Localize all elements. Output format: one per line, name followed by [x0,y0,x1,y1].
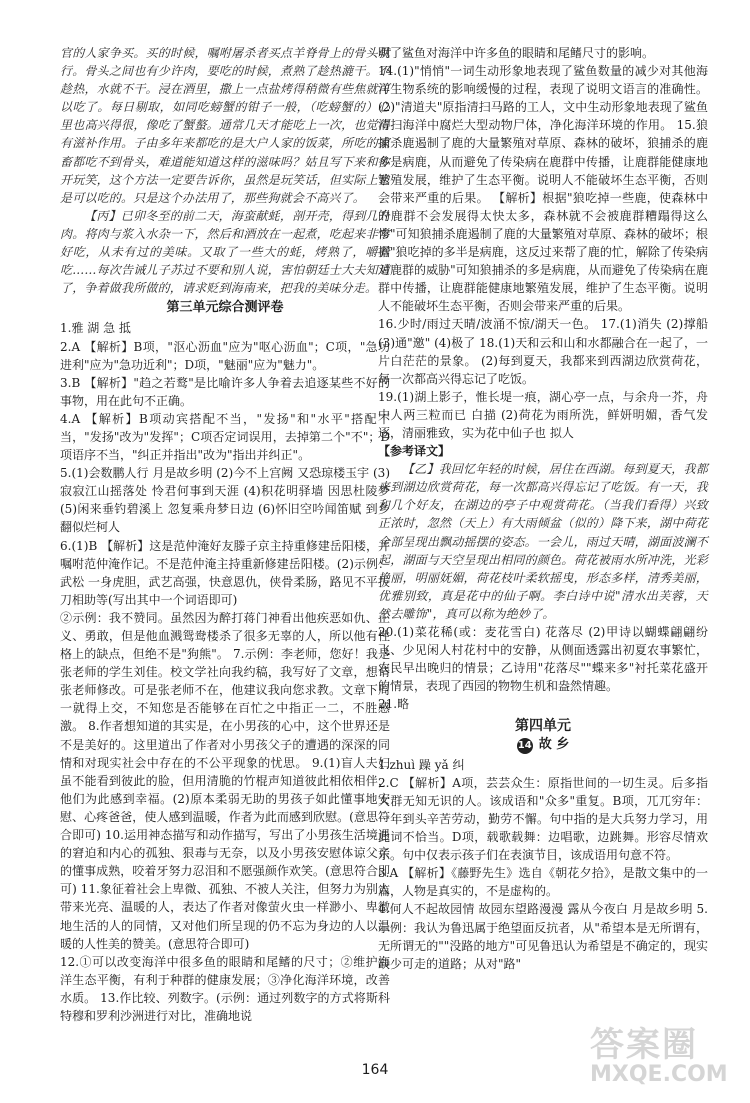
answer-item: 明了鲨鱼对海洋中许多鱼的眼睛和尾鳍尺寸的影响。 [378,46,655,60]
answer-item: 1.雅 湖 急 抵 [60,321,131,336]
translation-paragraph: 【乙】我回忆年轻的时候，居住在西湖。每到夏天，我都来到湖边欣赏荷花，每一次都高兴得忘记了吃饭。有一天，我和几个好友，在湖边的亭子中观赏荷花。（当我们看得）兴致正浓时，忽然（天上）有大雨倾盆（似的）降下来，湖中荷花全部呈现出飘动摇摆的姿态。一会儿，雨过天晴，湖面波澜不起，湖面与天空呈现出相同的颜色。荷花被雨水所冲洗，光彩艳丽，明丽妩媚，荷花枝叶柔软摇曳，形态多样，清秀美丽，优雅别致，真是花中的仙子啊。李白诗中说"清水出芙蓉，天然去雕饰"，真可以称为绝妙了。 [378,462,708,621]
right-column [378,44,708,973]
answer-item: 3.B 【解析】"趋之若鹜"是比喻许多人争着去追逐某些不好的事物，用在此句不正确。 [60,375,390,408]
lesson-heading [378,736,708,754]
lesson-number-badge: 14 [517,738,533,754]
answer-item: 5.(1)会数鹏人行 月是故乡明 (2)今不上宫阙 又恐琼楼玉宇 (3)寂寂江山摇落处 怜君何事到天涯 (4)积花明驿墙 因思杜陵梦 (5)闲来垂钓碧溪上 忽复乘舟梦日边 (6)怀旧空吟闻笛赋 到乡翻似烂柯人 [60,466,390,535]
unit3-title: 第三单元综合测评卷 [166,300,284,316]
answer-item: 4.A 【解析】B项动宾搭配不当，"发扬"和"水平"搭配不当，"发扬"改为"发挥"；C项否定词误用，去掉第二个"不"；D项语序不当，"纠正并指出"改为"指出并纠正"。 [60,411,390,463]
page-number: 164 [361,1062,389,1078]
prev-story-paragraph: 【丙】已卯冬至的前二天，海蛮献蚝，剖开壳，得到几升肉。将肉与浆入水杂一下，然后和酒放在一起煮，吃起来非常好吃，从未有过的美味。又取了一些大的蚝，烤熟了，嚼着吃……每次告诫儿子苏过不要和别人说，害怕朝廷士大夫知道了，争着做我所做的，请求贬到海南来，把我的美味分走。 [60,208,390,296]
answer-item: 1.zhuì 躁 yǎ 纠 [378,757,465,772]
answer-item: 6.(1)B 【解析】这是范仲淹好友滕子京主持重修建岳阳楼，并嘱咐范仲淹作记。不是范仲淹主持重新修建岳阳楼。(2)示例：武松 一身虎胆，武艺高强，快意恩仇，侠骨柔肠，路见不平拔刀相助等(写出其中一个词语即可) [60,538,390,607]
lesson-title: 故 乡 [538,736,570,752]
answer-item: 4.何人不起故园情 故园东望路漫漫 露从今夜白 月是故乡明 5.示例：我认为鲁迅属于绝望面反抗者，从"希望本是无所谓有，无所谓无的""没路的地方"可见鲁迅认为希望是不确定的，现实缺少可走的道路；从对"路" [378,902,708,971]
answer-item: 19.(1)湖上影子，惟长堤一痕，湖心亭一点，与余舟一芥，舟中人两三粒而已 白描 (2)荷花为雨所洗，鲜妍明媚，香气发逐，清丽雅致，实为花中仙子也 拟人 [378,389,708,440]
answer-item: 2.C 【解析】A项，芸芸众生：原指世间的一切生灵。后多指大群无知无识的人。该成语和"众多"重复。B项，兀兀穷年：一年到头辛苦劳动，勤劳不懈。句中指的是大兵努力学习，用此词不恰当。D项，载歌载舞：边唱歌，边跳舞。形容尽情欢乐。句中仅表示孩子们在表演节目，该成语用句意不符。 [378,775,708,863]
watermark-top: 答案圈 [590,1025,698,1065]
translation-tag: 【参考译文】 [378,444,451,459]
answer-item: ②示例：我不赞同。虽然因为醉打蒋门神看出他疾恶如仇、正义、勇敢，但是他血溅鸳鸯楼杀了很多无辜的人，所以他有性格上的缺点，但绝不是"狗熊"。 7.示例：李老师，您好！我是张老师的学生刘佳。校文学社向我约稿，我写好了文章，想请张老师修改。可是张老师不在，他建议我向您求教。文章下周一就得上交，不知您是否能够在百忙之中指正一二，不胜感激。 8.作者想知道的其实是，在小男孩的心中，这个世界还是不是美好的。这里道出了作者对小男孩父子的遭遇的深深的同情和对现实社会中存在的不公平现象的忧思。 9.(1)盲人夫妇虽不能看到彼此的脸，但用清脆的竹棍声知道彼此相依相伴，他们为此感到幸福。(2)原本柔弱无助的男孩子如此懂事地安慰、心疼爸爸，使人感到温暖，作者为此而感到欣慰。(意思符合即可) 10.运用神态描写和动作描写，写出了小男孩生活境遇的窘迫和内心的孤独、狠毒与无奈，以及小男孩安慰体谅父亲的懂事成熟，咬着牙努力忍泪和不愿强颜作欢笑。(意思符合即可) 11.象征着社会上卑微、孤独、不被人关注，但努力为别人带来光亮、温暖的人，表达了作者对像萤火虫一样渺小、卑微地生活的人的同情，又对他们所呈现的仍不忘为身边的人以温暖的人性美的赞美。(意思符合即可) [60,610,390,951]
answer-item: 12.①可以改变海洋中很多鱼的眼睛和尾鳍的尺寸；②维护海洋生态平衡，有利于种群的健康发展；③净化海洋环境，改善水质。 13.作比较、列数字。(示例：通过列数字的方式将斯科特穆和罗利沙洲进行对比，准确地说 [60,954,390,1023]
answer-item: 3.A 【解析】《藤野先生》选自《朝花夕拾》，是散文集中的一篇，人物是真实的，不是虚构的。 [378,866,708,899]
prev-story-paragraph: 官的人家争买。买的时候，嘱咐屠杀者买点羊脊骨上的骨头就行。骨头之间也有少许肉，要吃的时候，煮熟了趁热漉干。不趁热，水就不干。浸在酒里，撒上一点盐烤得稍微有些焦就可以吃了。每日剔取，如同吃螃蟹的钳子一般，（吃螃蟹的）心里也高兴得很，像吃了蟹螯。通常几天才能吃上一次，也觉得有滋补作用。子由多年来都吃的是大户人家的饭菜，所吃的家畜都吃不到骨头，难道能知道这样的滋味吗？姑且写下来和你开玩笑，这个方法一定要告诉你，虽然是玩笑话，但实际上也是可以吃的。只是这个办法用了，那些狗就会不高兴了。 [60,46,390,205]
answer-item: 14.(1)"悄悄"一词生动形象地表现了鲨鱼数量的减少对其他海洋生物系统的影响缓慢的过程，表现了说明文语言的准确性。 (2)"清道夫"原指清扫马路的工人，文中生动形象地表现了鲨鱼清扫海洋中腐烂大型动物尸体，净化海洋环境的作用。 15.狼捕杀鹿遏制了鹿的大量繁殖对草原、森林的破坏，狼捕杀的鹿多是病鹿，从而避免了传染病在鹿群中传播，让鹿群能健康地繁殖发展，维护了生态平衡。说明人不能破坏生态平衡，否则会带来严重的后果。 【解析】根据"狼吃掉一些鹿，使森林中的鹿群不会发展得太快太多，森林就不会被鹿群糟蹋得这么惨"可知狼捕杀鹿遏制了鹿的大量繁殖对草原、森林的破坏；根据"狼吃掉的多半是病鹿，这反过来帮了鹿的忙，解除了传染病对鹿群的威胁"可知狼捕杀的多是病鹿，从而避免了传染病在鹿群中传播，让鹿群能健康地繁殖发展，维护了生态平衡。说明人不能破坏生态平衡，否则会带来严重的后果。 [378,64,708,314]
watermark-bottom: MXQE.COM [590,1062,728,1087]
unit4-title: 第四单元 [515,718,571,735]
answer-item: 2.A 【解析】B项，"沤心沥血"应为"呕心沥血"；C项，"急功进利"应为"急功近利"；D项，"魅丽"应为"魅力"。 [60,339,390,372]
watermark-logo [590,1017,728,1095]
answer-item: 21.略 [378,697,410,712]
answer-item: 16.少时/雨过天晴/波涌不惊/湖天一色。 17.(1)消失 (2)撑船 (3)通"邀" (4)极了 18.(1)天和云和山和水都融合在一起了，一片白茫茫的景象。 (2)每到夏天，我都来到西湖边欣赏荷花，每一次都高兴得忘记了吃饭。 [378,317,708,386]
answer-item: 20.(1)菜花稀(或：麦花雪白) 花落尽 (2)甲诗以蝴蝶翩翩纷飞、少见闲人村花村中的安静，从侧面透露出初夏农事繁忙，农民早出晚归的情景；乙诗用"花落尽""蝶来多"衬托菜花盛开的情景，表现了西园的物物生机和盎然情趣。 [378,625,708,694]
left-column [60,44,390,1025]
